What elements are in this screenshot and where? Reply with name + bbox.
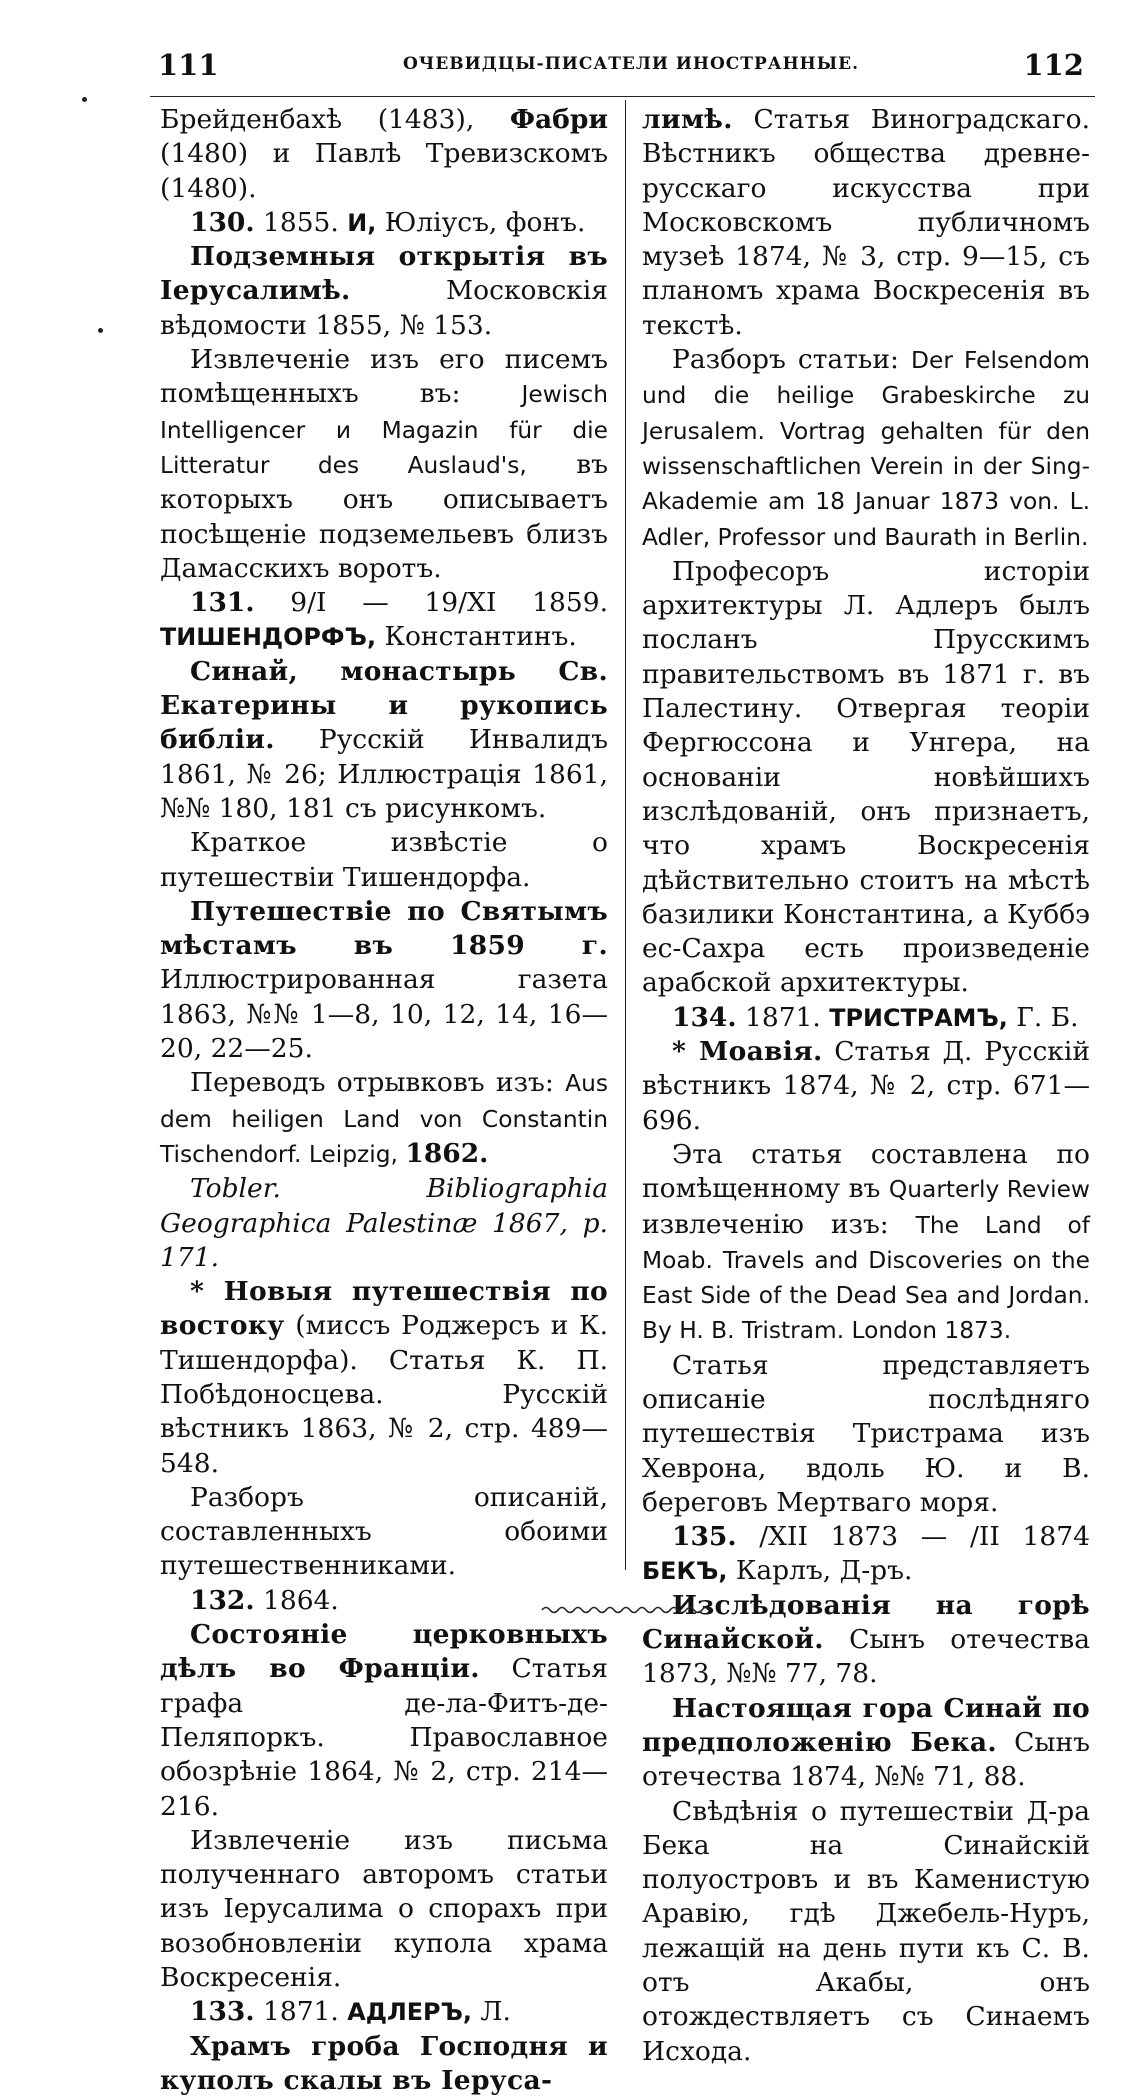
entry-134-note-2: Статья представляетъ описаніе послѣдняго путешествія Тристрама изъ Хеврона, вдоль Ю. и В. береговъ Мертваго моря. <box>642 1349 1090 1518</box>
header-rule <box>150 96 1095 97</box>
left-column <box>160 103 608 2098</box>
entry-129-continuation: Брейденбахѣ (1483), Фабри (1480) и Павлѣ Тревизскомъ (1480). <box>160 104 608 204</box>
entry-132-title: Состояніе церковныхъ дѣлъ во Франціи. Статья графа де-ла-Фитъ-де-Пеляпоркъ. Православное обозрѣніе 1864, № 2, стр. 214—216. <box>160 1619 608 1822</box>
right-column <box>642 103 1090 2069</box>
entry-135-heading: 135. /XII 1873 — /II 1874 БЕКЪ, Карлъ, Д-ръ. <box>642 1521 1090 1587</box>
margin-speck <box>82 97 87 102</box>
running-header <box>150 48 1112 88</box>
entry-132-note: Извлеченіе изъ письма полученнаго авторомъ статьи изъ Іерусалима о спорахъ при возобновленіи купола храма Воскресенія. <box>160 1824 608 1994</box>
entry-133-note-2: Професоръ исторіи архитектуры Л. Адлеръ былъ посланъ Прусскимъ правительствомъ въ 1871 г. въ Палестину. Отвергая теоріи Фергюссона и Унгера, на основаніи новѣйшихъ изслѣдованій, онъ признаетъ, что храмъ Воскресенія дѣйствительно стоитъ на мѣстѣ базилики Константина, а Куббэ ес-Сахра есть произведеніе арабской архитектуры. <box>642 555 1090 999</box>
entry-130-title: Подземныя открытія въ Іерусалимѣ. Московскія вѣдомости 1855, № 153. <box>160 241 608 341</box>
entry-131-note-4: Разборъ описаній, составленныхъ обоими путешественниками. <box>160 1481 608 1582</box>
entry-132-heading: 132. 1864. <box>190 1584 339 1616</box>
running-title: ОЧЕВИДЦЫ-ПИСАТЕЛИ ИНОСТРАННЫЕ. <box>402 54 860 74</box>
entry-131-note-2: Переводъ отрывковъ изъ: Aus dem heiligen Land von Constantin Tischendorf. Leipzig, 1862. <box>160 1067 608 1169</box>
entry-130-heading: 130. 1855. И, Юліусъ, фонъ. <box>190 206 586 238</box>
entry-131-title-3: * Новыя путешествія по востоку (миссъ Роджерсъ и К. Тишендорфа). Статья К. П. Побѣдоносцева. Русскій вѣстникъ 1863, № 2, стр. 489—548. <box>160 1276 608 1479</box>
entry-133-note-1: Разборъ статьи: Der Felsendom und die heilige Grabeskirche zu Jerusalem. Vortrag gehalten für den wissenschaftlichen Verein in der Sing-Akademie am 18 Januar 1873 von. L. Adler, Professor und Baurath in Berlin. <box>642 344 1090 551</box>
entry-131-heading: 131. 9/I — 19/XI 1859. ТИШЕНДОРФЪ, Константинъ. <box>160 587 608 653</box>
entry-133-heading: 133. 1871. АДЛЕРЪ, Л. <box>190 1996 511 2028</box>
entry-134-heading: 134. 1871. ТРИСТРАМЪ, Г. Б. <box>672 1001 1079 1033</box>
margin-speck <box>98 328 103 333</box>
tailpiece-ornament <box>540 1604 710 1616</box>
entry-130-note: Извлеченіе изъ его писемъ помѣщенныхъ въ: Jewisch Intelligencer и Magazin für die Litteratur des Auslaud's, въ которыхъ онъ описываетъ посѣщеніе подземельевъ близъ Дамасскихъ воротъ. <box>160 344 608 584</box>
entry-134-title: * Моавія. Статья Д. Русскій вѣстникъ 1874, № 2, стр. 671—696. <box>642 1036 1090 1136</box>
entry-131-note-1: Краткое извѣстіе о путешествіи Тишендорфа. <box>160 827 608 893</box>
column-divider <box>625 100 626 1570</box>
entry-131-note-3: Tobler. Bibliographia Geographica Palestinæ 1867, p. 171. <box>160 1173 608 1273</box>
entry-135-title-2: Настоящая гора Синай по предположенію Бека. Сынъ отечества 1874, №№ 71, 88. <box>642 1692 1090 1793</box>
entry-133-title: Храмъ гроба Господня и куполъ скалы въ Іеруса- <box>160 2030 608 2096</box>
entry-134-note-1: Эта статья составлена по помѣщенному въ Quarterly Review извлеченію изъ: The Land of Moab. Travels and Discoveries on the East Side of the Dead Sea and Jordan. By H. B. Tristram. London 1873. <box>642 1138 1090 1345</box>
page-number-left: 111 <box>158 48 219 82</box>
entry-133-title-continuation: лимѣ. Статья Виноградскаго. Вѣстникъ общества древне-русскаго искусства при Московскомъ публичномъ музеѣ 1874, № 3, стр. 9—15, съ планомъ храма Воскресенія въ текстѣ. <box>642 104 1090 341</box>
entry-131-title-1: Синай, монастырь Св. Екатерины и рукопись библіи. Русскій Инвалидъ 1861, № 26; Иллюстрація 1861, №№ 180, 181 съ рисункомъ. <box>160 655 608 824</box>
entry-131-title-2: Путешествіе по Святымъ мѣстамъ въ 1859 г. Иллюстрированная газета 1863, №№ 1—8, 10, 12, 14, 16—20, 22—25. <box>160 895 608 1065</box>
entry-135-note-1: Свѣдѣнія о путешествіи Д-ра Бека на Синайскій полуостровъ и въ Каменистую Аравію, гдѣ Джебель-Нуръ, лежащій на день пути къ С. В. отъ Акабы, онъ отождествляетъ съ Синаемъ Исхода. <box>642 1795 1090 2067</box>
entry-135-title-1: Изслѣдованія на горѣ Синайской. Сынъ отечества 1873, №№ 77, 78. <box>642 1589 1090 1690</box>
page-number-right: 112 <box>1023 48 1084 82</box>
